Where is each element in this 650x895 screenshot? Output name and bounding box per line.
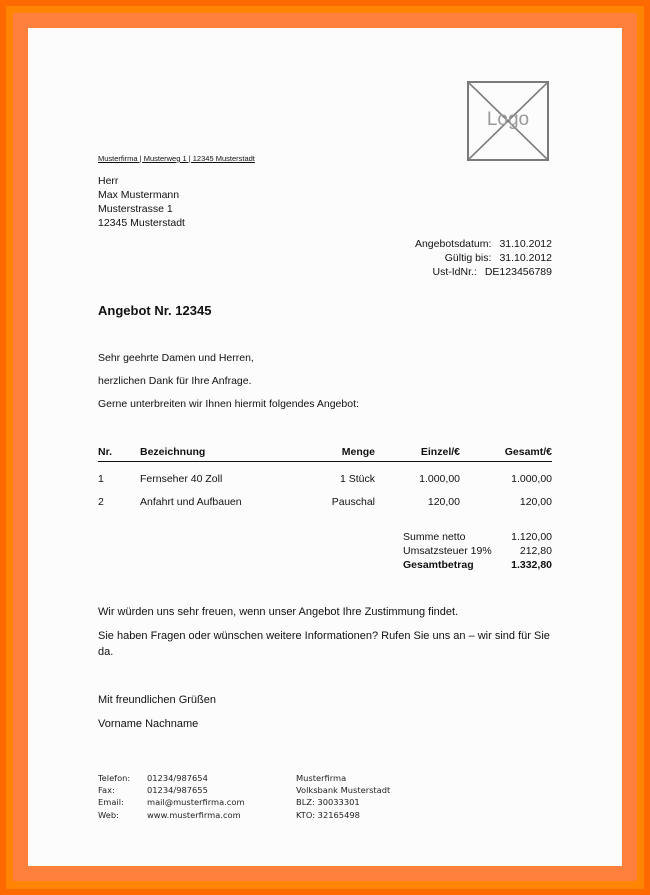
- signature-name: Vorname Nachname: [98, 718, 199, 730]
- contact-label: Web:: [98, 809, 119, 820]
- cell-menge: 1 Stück: [339, 472, 375, 485]
- footer-contact-email: [98, 796, 245, 808]
- contact-value: 01234/987655: [147, 785, 208, 796]
- offer-meta: [415, 237, 552, 279]
- table-row: [98, 485, 552, 508]
- cell-gesamt: 120,00: [519, 495, 552, 508]
- meta-row-valid-until: [415, 251, 552, 265]
- footer-contact-web: [98, 809, 245, 821]
- contact-value: www.musterfirma.com: [147, 809, 241, 820]
- contact-label: Fax:: [98, 785, 115, 796]
- footer-bank: [296, 772, 390, 821]
- contact-label: Telefon:: [98, 773, 131, 783]
- footer-contact-phone: [98, 772, 245, 784]
- total-row-vat: [403, 544, 552, 558]
- total-label: Summe netto: [403, 531, 466, 543]
- header-nr: Nr.: [98, 446, 140, 462]
- offer-intro-text: Gerne unterbreiten wir Ihnen hiermit folgendes Angebot:: [98, 398, 359, 410]
- logo-placeholder: [467, 81, 549, 161]
- header-einzel: Einzel/€: [375, 446, 460, 462]
- contact-value: mail@musterfirma.com: [147, 797, 245, 808]
- thanks-text: herzlichen Dank für Ihre Anfrage.: [98, 375, 252, 387]
- header-bezeichnung: Bezeichnung: [140, 446, 290, 462]
- offer-document-page: [28, 28, 622, 866]
- table-row: [98, 462, 552, 486]
- total-row-gross: [403, 558, 552, 572]
- cell-bezeichnung: Anfahrt und Aufbauen: [140, 495, 242, 508]
- closing-line-1: Wir würden uns sehr freuen, wenn unser Angebot Ihre Zustimmung findet.: [98, 606, 459, 618]
- cell-menge: Pauschal: [331, 495, 375, 508]
- total-label: Gesamtbetrag: [403, 559, 474, 571]
- greeting-text: Sehr geehrte Damen und Herren,: [98, 352, 254, 364]
- cell-bezeichnung: Fernseher 40 Zoll: [140, 472, 223, 485]
- total-value: 1.332,80: [511, 559, 552, 571]
- closing-line-2: Sie haben Fragen oder wünschen weitere Informationen? Rufen Sie uns an – wir sind für Sie da.: [98, 630, 550, 658]
- meta-label: Gültig bis:: [444, 252, 492, 264]
- bank-blz: BLZ: 30033301: [296, 797, 360, 808]
- cell-einzel: 1.000,00: [419, 472, 460, 485]
- regards-text: Mit freundlichen Grüßen: [98, 694, 216, 706]
- bank-name: Volksbank Musterstadt: [296, 785, 391, 796]
- recipient-salutation: Herr: [98, 175, 119, 187]
- logo-text: Logo: [486, 109, 530, 130]
- contact-value: 01234/987654: [147, 773, 208, 783]
- recipient-street: Musterstrasse 1: [98, 203, 173, 215]
- bank-account: KTO: 32165498: [296, 809, 360, 820]
- meta-label: Angebotsdatum:: [414, 238, 492, 250]
- total-value: 1.120,00: [511, 531, 552, 543]
- header-gesamt: Gesamt/€: [460, 446, 552, 462]
- document-title: Angebot Nr. 12345: [98, 303, 212, 318]
- meta-value: 31.10.2012: [499, 238, 552, 250]
- sender-address-line: Musterfirma | Musterweg 1 | 12345 Musterstadt: [98, 154, 255, 163]
- totals-block: [403, 530, 552, 572]
- bank-company: Musterfirma: [296, 773, 347, 783]
- meta-value: DE123456789: [484, 266, 552, 278]
- recipient-address: [98, 174, 185, 230]
- meta-row-date: [415, 237, 552, 251]
- cell-nr: 2: [98, 495, 104, 508]
- total-label: Umsatzsteuer 19%: [403, 545, 492, 557]
- footer-contact: [98, 772, 245, 821]
- recipient-city: 12345 Musterstadt: [98, 217, 185, 229]
- footer-contact-fax: [98, 784, 245, 796]
- table-header-row: [98, 446, 552, 462]
- meta-value: 31.10.2012: [499, 252, 552, 264]
- cell-nr: 1: [98, 472, 104, 485]
- total-row-net: [403, 530, 552, 544]
- cell-einzel: 120,00: [427, 495, 460, 508]
- cell-gesamt: 1.000,00: [511, 472, 552, 485]
- header-menge: Menge: [290, 446, 375, 462]
- total-value: 212,80: [519, 545, 552, 557]
- meta-label: Ust-IdNr.:: [432, 266, 477, 278]
- items-table: [98, 446, 552, 508]
- recipient-name: Max Mustermann: [98, 189, 180, 201]
- contact-label: Email:: [98, 797, 124, 808]
- meta-row-vat-id: [415, 265, 552, 279]
